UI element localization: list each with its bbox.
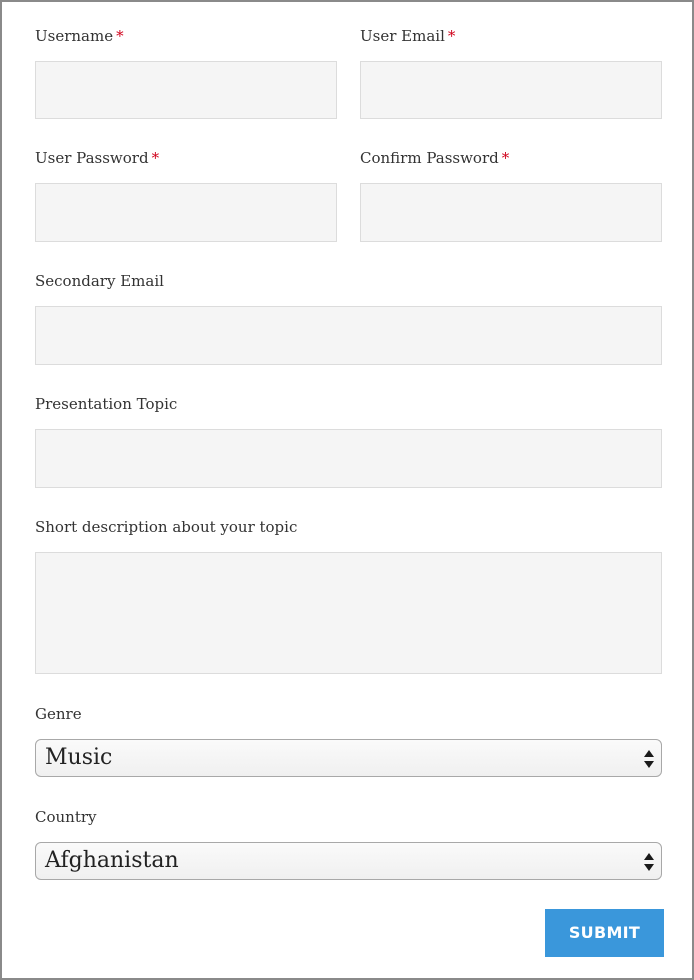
up-down-chevron-icon <box>643 851 655 873</box>
short-description-label: Short description about your topic <box>35 518 298 536</box>
presentation-topic-input[interactable] <box>35 429 662 488</box>
short-description-textarea[interactable] <box>35 552 662 674</box>
username-label-text: Username <box>35 27 114 45</box>
secondary-email-label: Secondary Email <box>35 272 164 290</box>
genre-label: Genre <box>35 705 82 723</box>
presentation-topic-label: Presentation Topic <box>35 395 178 413</box>
user-email-input[interactable] <box>360 61 662 119</box>
confirm-password-label <box>360 148 509 168</box>
user-password-required-mark: * <box>151 149 160 167</box>
submit-button[interactable]: SUBMIT <box>545 909 664 957</box>
user-email-label-text: User Email <box>360 27 445 45</box>
genre-select[interactable] <box>35 739 662 777</box>
username-required-mark: * <box>116 27 124 45</box>
confirm-password-label-text: Confirm Password <box>360 149 499 167</box>
user-password-input[interactable] <box>35 183 337 242</box>
genre-selected-value: Music <box>45 745 113 770</box>
user-password-label <box>35 148 159 168</box>
user-password-label-text: User Password <box>35 149 149 167</box>
username-input[interactable] <box>35 61 337 119</box>
user-email-label <box>360 26 455 46</box>
up-down-chevron-icon <box>643 748 655 770</box>
username-label <box>35 26 124 46</box>
confirm-password-input[interactable] <box>360 183 662 242</box>
secondary-email-input[interactable] <box>35 306 662 365</box>
country-select[interactable] <box>35 842 662 880</box>
confirm-password-required-mark: * <box>501 149 510 167</box>
country-label: Country <box>35 808 97 826</box>
country-selected-value: Afghanistan <box>45 848 179 873</box>
user-email-required-mark: * <box>447 27 456 45</box>
